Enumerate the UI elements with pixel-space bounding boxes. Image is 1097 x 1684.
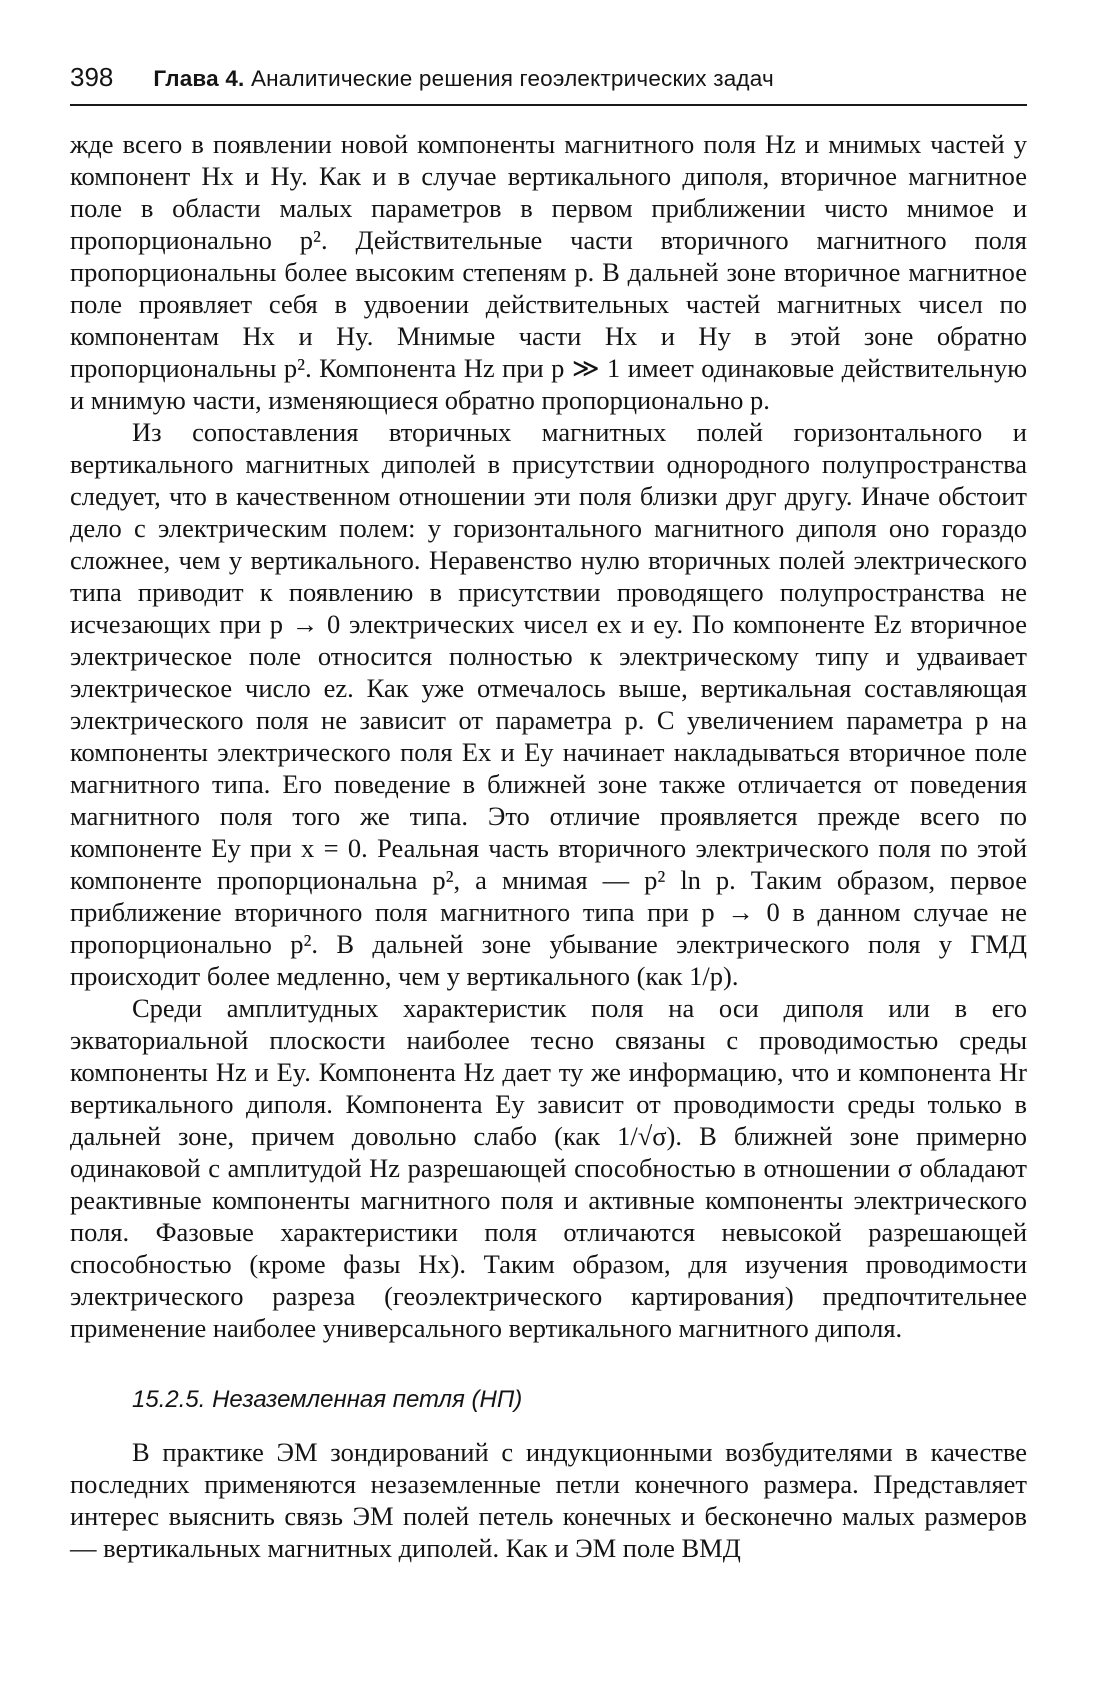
running-title [153, 66, 774, 92]
running-header [70, 62, 1027, 106]
paragraph-2: Из сопоставления вторичных магнитных полей горизонтального и вертикального магнитных диполей в присутствии однородного полупространства следует, что в качественном отношении эти поля близки друг другу. Иначе обстоит дело с электрическим полем: у горизонтального магнитного диполя оно гораздо сложнее, чем у вертикального. Неравенство нулю вторичных полей электрического типа приводит к появлению в присутствии проводящего полупространства не исчезающих при p → 0 электрических чисел ex и ey. По компоненте Ez вторичное электрическое поле относится полностью к электрическому типу и удваивает электрическое число ez. Как уже отмечалось выше, вертикальная составляющая электрического поля не зависит от параметра p. С увеличением параметра p на компоненты электрического поля Ex и Ey начинает накладываться вторичное поле магнитного типа. Его поведение в ближней зоне также отличается от поведения магнитного поля того же типа. Это отличие проявляется прежде всего по компоненте Ey при x = 0. Реальная часть вторичного электрического поля по этой компоненте пропорциональна p², а мнимая — p² ln p. Таким образом, первое приближение вторичного поля магнитного типа при p → 0 в данном случае не пропорционально p². В дальней зоне убывание электрического поля у ГМД происходит более медленно, чем у вертикального (как 1/p). [70, 417, 1027, 991]
page-body [70, 128, 1027, 1564]
chapter-label: Глава 4. [153, 66, 245, 91]
book-page [70, 62, 1027, 1564]
section-heading: 15.2.5. Незаземленная петля (НП) [132, 1386, 523, 1413]
chapter-title: Аналитические решения геоэлектрических задач [250, 66, 774, 91]
section-paragraph: В практике ЭМ зондирований с индукционными возбудителями в качестве последних применяются незаземленные петли конечного размера. Представляет интерес выяснить связь ЭМ полей петель конечных и бесконечно малых размеров — вертикальных магнитных диполей. Как и ЭМ поле ВМД [70, 1437, 1027, 1563]
paragraph-3: Среди амплитудных характеристик поля на оси диполя или в его экваториальной плоскости наиболее тесно связаны с проводимостью среды компоненты Hz и Ey. Компонента Hz дает ту же информацию, что и компонента Hr вертикального диполя. Компонента Ey зависит от проводимости среды только в дальней зоне, причем довольно слабо (как 1/√σ). В ближней зоне примерно одинаковой с амплитудой Hz разрешающей способностью в отношении σ обладают реактивные компоненты магнитного поля и активные компоненты электрического поля. Фазовые характеристики поля отличаются невысокой разрешающей способностью (кроме фазы Hx). Таким образом, для изучения проводимости электрического разреза (геоэлектрического картирования) предпочтительнее применение наиболее универсального вертикального магнитного диполя. [70, 993, 1027, 1343]
paragraph-1: жде всего в появлении новой компоненты магнитного поля Hz и мнимых частей у компонент Hx и Hy. Как и в случае вертикального диполя, вторичное магнитное поле в области малых параметров в первом приближении чисто мнимое и пропорционально p². Действительные части вторичного магнитного поля пропорциональны более высоким степеням p. В дальней зоне вторичное магнитное поле проявляет себя в удвоении действительных частей магнитных чисел по компонентам Hx и Hy. Мнимые части Hx и Hy в этой зоне обратно пропорциональны p². Компонента Hz при p ≫ 1 имеет одинаковые действительную и мнимую части, изменяющиеся обратно пропорционально p. [70, 129, 1027, 415]
page-number: 398 [70, 62, 114, 92]
